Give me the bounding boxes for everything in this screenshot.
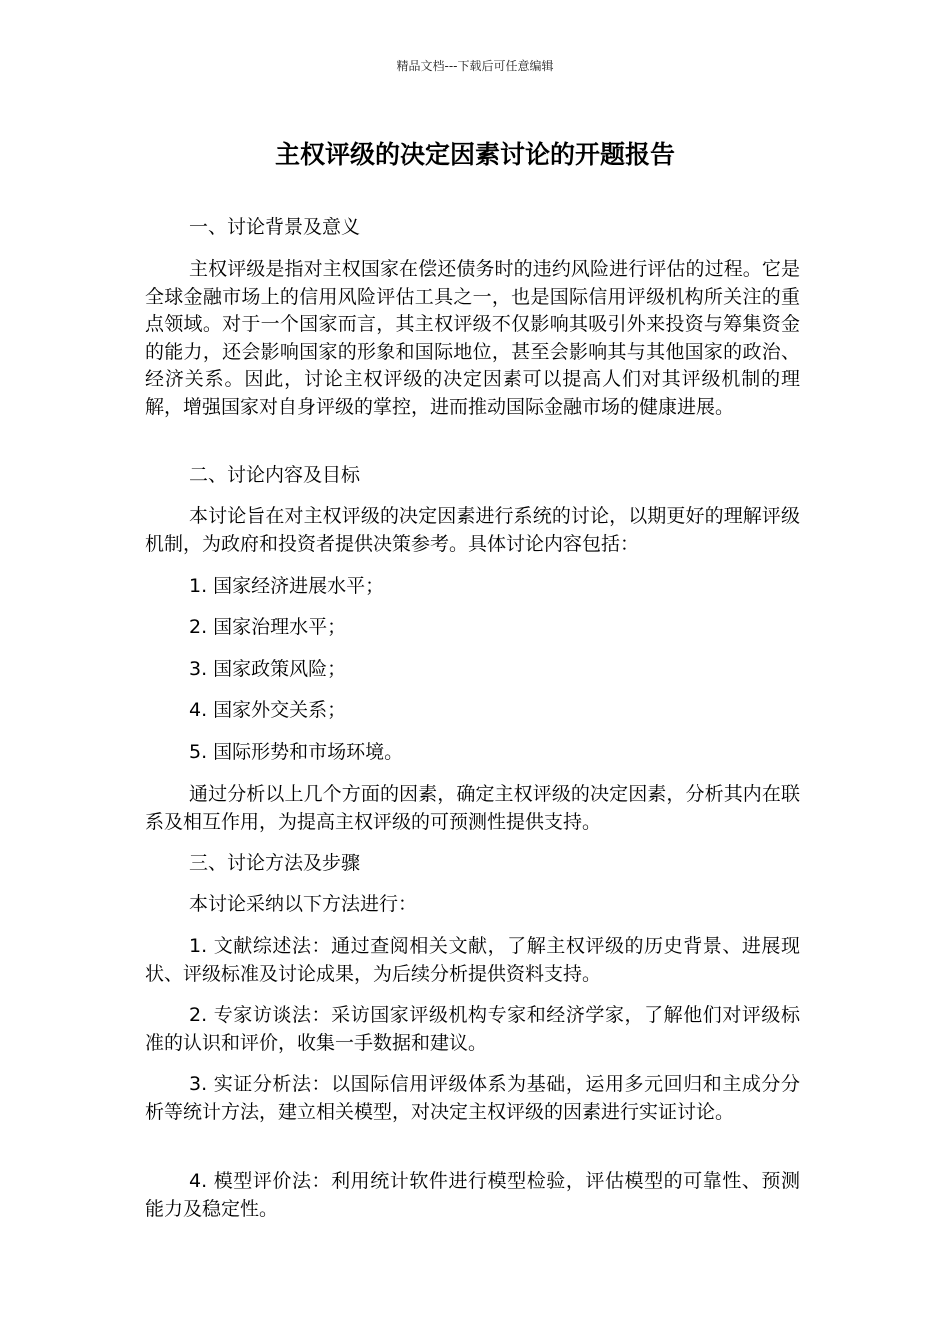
header-note: 精品文档---下载后可任意编辑 [396,59,554,73]
section-2-conclusion: 通过分析以上几个方面的因素，确定主权评级的决定因素，分析其内在联系及相互作用，为提高主权评级的可预测性提供支持。 [145,783,800,833]
list-item: 3. 国家政策风险； [189,658,347,680]
document-title: 主权评级的决定因素讨论的开题报告 [274,140,675,169]
method-item: 1. 文献综述法：通过查阅相关文献，了解主权评级的历史背景、进展现状、评级标准及讨论成果，为后续分析提供资料支持。 [145,935,800,985]
list-item: 4. 国家外交关系； [189,699,347,721]
list-item: 1. 国家经济进展水平； [189,575,385,597]
list-item: 5. 国际形势和市场环境。 [189,741,404,763]
section-2-paragraph: 本讨论旨在对主权评级的决定因素进行系统的讨论，以期更好的理解评级机制，为政府和投资者提供决策参考。具体讨论内容包括： [145,505,800,555]
section-1-paragraph: 主权评级是指对主权国家在偿还债务时的违约风险进行评估的过程。它是全球金融市场上的信用风险评估工具之一，也是国际信用评级机构所关注的重点领域。对于一个国家而言，其主权评级不仅影响其吸引外来投资与筹集资金的能力，还会影响国家的形象和国际地位，甚至会影响其与其他国家的政治、经济关系。因此，讨论主权评级的决定因素可以提高人们对其评级机制的理解，增强国家对自身评级的掌控，进而推动国际金融市场的健康进展。 [145,258,800,418]
section-heading-1: 一、讨论背景及意义 [189,216,361,238]
list-item: 2. 国家治理水平； [189,616,347,638]
method-item: 4. 模型评价法：利用统计软件进行模型检验，评估模型的可靠性、预测能力及稳定性。 [145,1170,800,1220]
method-item: 2. 专家访谈法：采访国家评级机构专家和经济学家，了解他们对评级标准的认识和评价，收集一手数据和建议。 [145,1004,800,1054]
section-heading-3: 三、讨论方法及步骤 [189,852,361,874]
section-3-intro: 本讨论采纳以下方法进行： [189,893,418,915]
section-heading-2: 二、讨论内容及目标 [189,464,361,486]
method-item: 3. 实证分析法：以国际信用评级体系为基础，运用多元回归和主成分分析等统计方法，建立相关模型，对决定主权评级的因素进行实证讨论。 [145,1073,800,1123]
